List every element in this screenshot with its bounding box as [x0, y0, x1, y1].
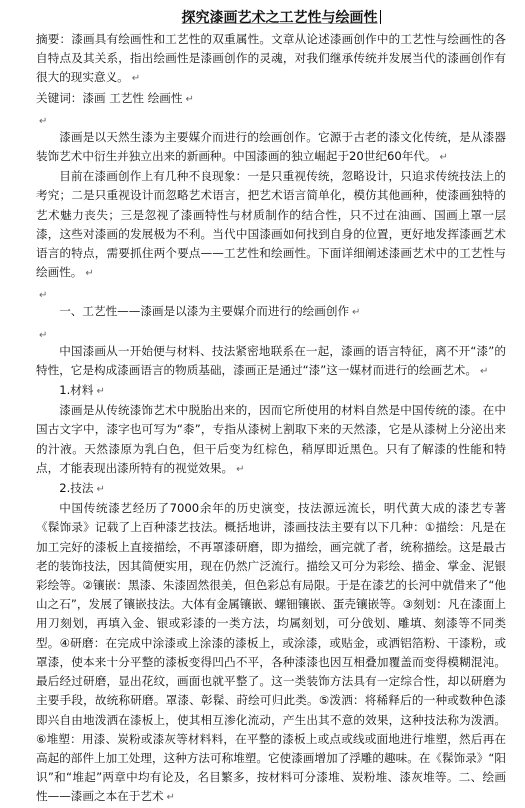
paragraph-mark-icon: ↵ — [439, 152, 448, 164]
paragraph-mark-icon: ↵ — [85, 268, 94, 280]
empty-line — [36, 323, 506, 342]
paragraph-mark-icon: ↵ — [185, 93, 194, 105]
paragraph-mark-icon: ↵ — [39, 329, 48, 341]
subsection-heading-materials: 1.材料 ↵ — [59, 383, 105, 398]
text-cursor — [380, 10, 381, 24]
techniques-paragraph: 中国传统漆艺经历了7000余年的历史演变，技法源远流长，明代黄大成的漆艺专著《髹饰录》记载了上百种漆艺技法。概括地讲，漆画技法主要有以下几种：①描绘：凡是在加工完好的漆板上直接描绘，不再罩漆研磨，即为描绘，画完就了者，统称描绘。这是最古老的装饰技法，因其简便实用，现在仍然广泛流行。描绘又可分为彩绘、描金、掌金、泥银彩绘等。②镶嵌：黑漆、朱漆固然很美，但色彩总有局限。于是在漆艺的长河中就借来了“他山之石”，发展了镶嵌技法。大体有金属镶嵌、螺钿镶嵌、蛋壳镶嵌等。③刻划：凡在漆面上用刀刻划，再填入金、银或彩漆的一类方法，均属刻划，可分戗划、雕填、刻漆等不同类型。④研磨：在完成中涂漆或上涂漆的漆板上，或涂漆，或贴金，或洒铝箔粉、干漆粉，或罩漆，使本来十分平整的漆板变得凹凸不平，各种漆漆也因互相叠加覆盖而变得模糊混沌。最后经过研磨，显出花纹，画面也就平整了。这一类装饰方法具有一定综合性，却以研磨为主要手段，故统称研磨。罩漆、彰髹、莳绘可归此类。⑤泼洒：将稀释后的一种或数种色漆即兴自由地泼洒在漆板上，使其相互渗化流动，产生出其不意的效果，这种技法称为泼洒。⑥堆塑：用漆、炭粉或漆灰等材料料，在平整的漆板上或点或线或面地进行堆塑，然后再在高起的部件上加工处理，这种方法可称堆塑。它使漆画增加了浮雕的趣味。在《髹饰录》“阳识”和“堆起”两章中均有论及，名目繁多，按材料可分漆堆、炭粉堆、漆灰堆等。二、绘画性——漆画之本在于艺术 ↵ — [36, 501, 506, 804]
paragraph-mark-icon: ↵ — [479, 365, 489, 377]
paragraph-mark-icon: ↵ — [236, 463, 245, 475]
paragraph-mark-icon: ↵ — [166, 792, 175, 804]
section-heading-1: 一、工艺性——漆画是以漆为主要媒介而进行的绘画创作 ↵ — [59, 304, 361, 319]
paragraph-mark-icon: ↵ — [352, 307, 361, 319]
empty-line — [36, 283, 506, 302]
paragraph-mark-icon: ↵ — [96, 484, 105, 496]
paragraph-mark-icon: ↵ — [39, 290, 48, 302]
subsection-heading-techniques: 2.技法 ↵ — [59, 481, 105, 496]
document-title — [56, 8, 506, 30]
keywords-paragraph: 关键词：漆画 工艺性 绘画性 ↵ — [36, 90, 194, 105]
intro-paragraph-1: 漆画是以天然生漆为主要媒介而进行的绘画创作。它源于古老的漆文化传统，是从漆器装饰艺术中衍生并独立出来的新画种。中国漆画的独立崛起于20世纪60年代。 ↵ — [36, 129, 506, 164]
title-text: 探究漆画艺术之工艺性与绘画性 — [181, 10, 378, 26]
section-1-paragraph: 中国漆画从一开始便与材料、技法紧密地联系在一起，漆画的语言特征，离不开“漆”的特性，它是构成漆画语言的物质基础，漆画正是通过“漆”这一媒材而进行的绘画艺术。 ↵ — [36, 343, 506, 377]
paragraph-mark-icon: ↵ — [131, 73, 141, 85]
abstract-paragraph: 摘要：漆画具有绘画性和工艺性的双重属性。文章从论述漆画创作中的工艺性与绘画性的各自特点及其关系，指出绘画性是漆画创作的灵魂，对我们继承传统并发展当代的漆画创作有很大的现实意义。 ↵ — [36, 32, 506, 85]
paragraph-mark-icon: ↵ — [96, 386, 105, 398]
empty-line — [36, 109, 506, 128]
intro-paragraph-2: 目前在漆画创作上有几种不良现象：一是只重视传统，忽略设计，只追求传统技法上的考究；二是只重视设计而忽略艺术语言，把艺术语言简单化，模仿其他画种，使漆画独特的艺术魅力丧失；三是忽视了漆画特性与材质制作的结合性，只不过在油画、国画上罩一层漆，这些对漆画的发展极为不利。当代中国漆画如何找到自身的位置，更好地发挥漆画艺术语言的特点，需要抓住两个要点——工艺性和绘画性。下面详细阐述漆画艺术中的工艺性与绘画性。 ↵ — [36, 169, 506, 280]
paragraph-mark-icon: ↵ — [39, 115, 48, 127]
materials-paragraph: 漆画是从传统漆饰艺术中脱胎出来的，因而它所使用的材料自然是中国传统的漆。在中国古文字中，漆字也可写为“桼”，专指从漆树上割取下来的天然漆，它是从漆树上分泌出来的汁液。天然漆原为乳白色，但干后变为红棕色，稍厚即近黑色。只有了解漆的性能和特点，才能表现出漆所特有的视觉效果。 ↵ — [36, 403, 506, 475]
